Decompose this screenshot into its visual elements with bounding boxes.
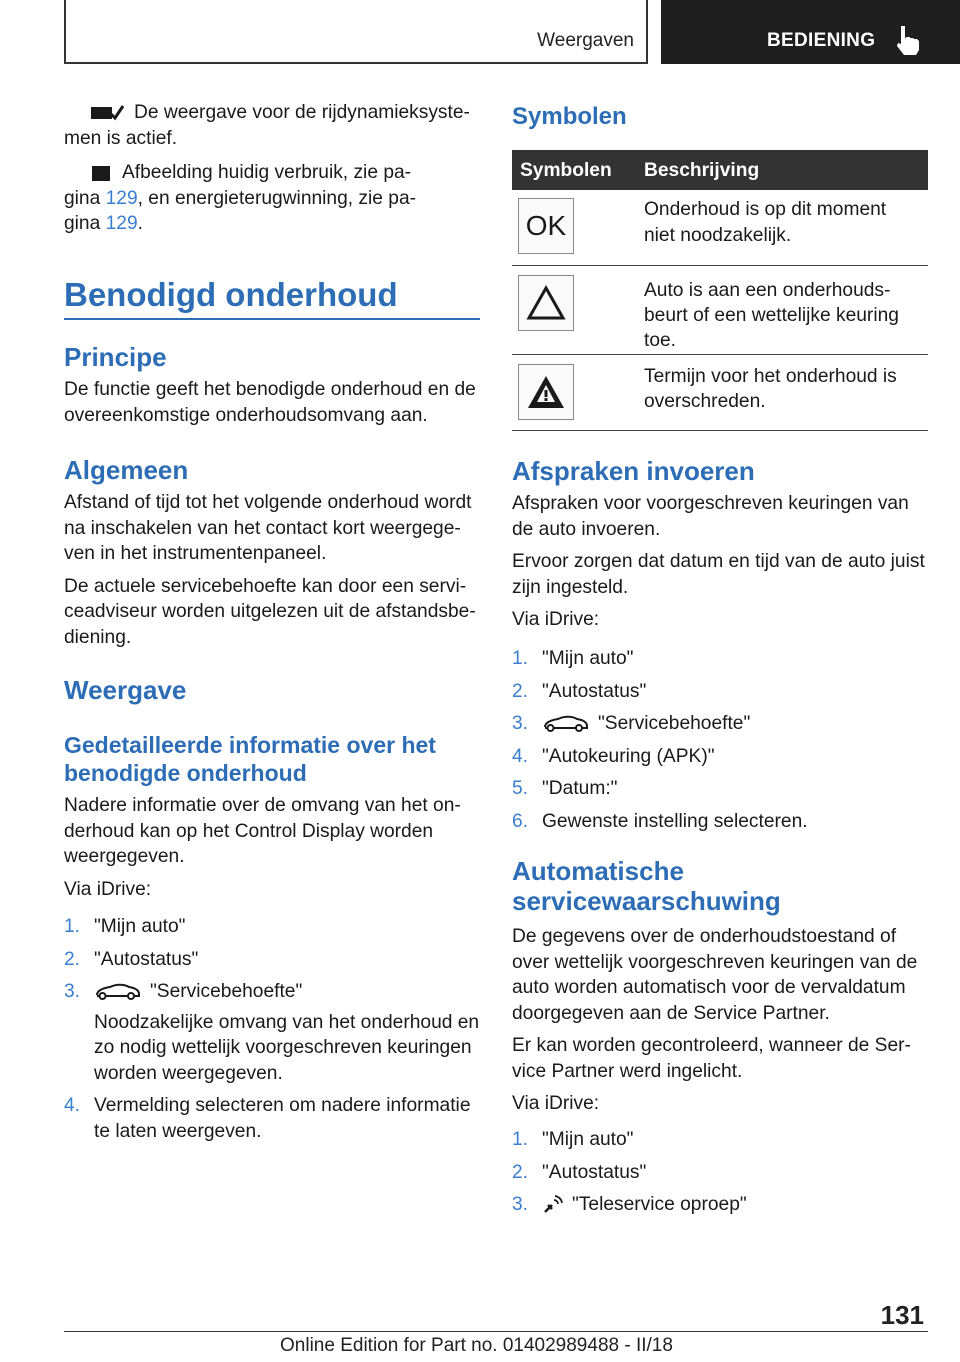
- list-item: [64, 1061, 480, 1087]
- row3-line1: Termijn voor het onderhoud is: [644, 366, 897, 387]
- list-item: [64, 979, 480, 1005]
- table-row: [512, 266, 928, 355]
- step-number: 6.: [512, 810, 529, 832]
- step-text: Vermelding selecteren om nadere informatie: [94, 1095, 471, 1116]
- symbolen-title: Symbolen: [512, 103, 627, 130]
- algemeen-line-1: Afstand of tijd tot het volgende onderhoud wordt: [64, 492, 472, 513]
- principe-line-1: De functie geeft het benodigde onderhoud en de: [64, 379, 476, 400]
- algemeen-line-5: ceadviseur worden uitgelezen uit de afstandsbe-: [64, 601, 476, 622]
- pointing-hand-icon: [893, 24, 923, 56]
- step-number: 3.: [64, 981, 81, 1002]
- table-row: [512, 190, 928, 266]
- right-steps-list: [512, 646, 928, 834]
- detail-line-2: derhoud kan op het Control Display worden: [64, 820, 434, 842]
- auto-line-5: Er kan worden gecontroleerd, wanneer de Ser-: [512, 1035, 911, 1056]
- table-header-symbol: Symbolen: [520, 160, 612, 181]
- detail-line-3: weergegeven.: [64, 846, 185, 867]
- warning-exclamation-icon: [518, 364, 574, 420]
- step-text: "Autostatus": [542, 1161, 647, 1183]
- header-section-title: Weergaven: [537, 30, 634, 51]
- detail-title-1: Gedetailleerde informatie over het: [64, 732, 436, 758]
- auto-line-1: De gegevens over de onderhoudstoestand of: [512, 926, 897, 947]
- list-item: [64, 914, 480, 940]
- warning-triangle-icon: [518, 275, 574, 331]
- afspraken-line-3: Ervoor zorgen dat datum en tijd van de auto juist: [512, 551, 925, 572]
- auto-line-2: over wettelijk voorgeschreven keuringen van de: [512, 951, 918, 973]
- algemeen-line-6: diening.: [64, 626, 132, 648]
- driving-dynamics-icon: [90, 103, 124, 123]
- header-tab-label: BEDIENING: [767, 30, 876, 51]
- step-text: "Datum:": [542, 778, 618, 799]
- row2-line3: toe.: [644, 330, 677, 351]
- row2-line2: beurt of een wettelijke keuring: [644, 305, 899, 326]
- ok-symbol-text: OK: [525, 210, 567, 241]
- step-number: 2.: [512, 1161, 529, 1183]
- list-item: [64, 1010, 480, 1036]
- step-text: Gewenste instelling selecteren.: [542, 810, 808, 832]
- auto-line-4: doorgegeven aan de Service Partner.: [512, 1002, 830, 1024]
- row2-line1: Auto is aan een onderhouds-: [644, 280, 891, 301]
- via-idrive-label: Via iDrive:: [64, 878, 152, 900]
- weergave-title: Weergave: [64, 675, 187, 705]
- step-number: 1.: [64, 916, 81, 937]
- detail-section: [64, 731, 480, 902]
- chapter-title: Benodigd onderhoud: [64, 276, 398, 313]
- list-item: [64, 1035, 480, 1061]
- step-text: "Servicebehoefte": [150, 981, 303, 1002]
- list-item: [512, 1192, 928, 1218]
- algemeen-section: [64, 455, 480, 650]
- list-item: [512, 1160, 928, 1186]
- page-number: 131: [880, 1300, 924, 1330]
- step-number: 2.: [512, 680, 529, 702]
- consumption-text-1: Afbeelding huidig verbruik, zie pa-: [122, 162, 412, 183]
- list-item: [512, 776, 928, 802]
- list-item: [64, 1093, 480, 1119]
- detail-title-2: benodigde onderhoud: [64, 760, 307, 786]
- step-text: "Autostatus": [542, 680, 647, 702]
- left-steps-list: [64, 914, 480, 1144]
- list-item: [512, 744, 928, 770]
- consumption-text-3a: gina: [64, 213, 106, 234]
- afspraken-line-1: Afspraken voor voorgeschreven keuringen van: [512, 493, 909, 514]
- dynamic-mode-note: [64, 100, 480, 151]
- step-text: "Autostatus": [94, 948, 199, 970]
- footer-rule: [64, 1331, 928, 1332]
- afspraken-section: [512, 456, 928, 633]
- auto-warning-title-1: Automatische: [512, 856, 684, 886]
- auto-warning-title-2: servicewaarschuwing: [512, 886, 781, 916]
- car-icon: [542, 714, 590, 734]
- list-item: [512, 809, 928, 835]
- step-text: "Servicebehoefte": [598, 713, 751, 734]
- list-item: [512, 711, 928, 737]
- detail-line-1: Nadere informatie over de omvang van het on-: [64, 795, 461, 816]
- table-header-description: Beschrijving: [644, 160, 760, 181]
- step-text: "Teleservice oproep": [572, 1194, 747, 1215]
- step-text: Noodzakelijke omvang van het onderhoud en: [94, 1011, 480, 1033]
- symbols-table: [512, 150, 928, 431]
- step-text: te laten weergeven.: [94, 1120, 262, 1142]
- header-rule-right: [646, 0, 648, 64]
- algemeen-title: Algemeen: [64, 455, 189, 485]
- consumption-text-3b: .: [137, 213, 143, 234]
- step-text: zo nodig wettelijk voorgeschreven keuringen: [94, 1037, 472, 1058]
- weergave-section: [64, 675, 480, 706]
- header-rule-left: [64, 0, 66, 64]
- algemeen-line-3: ven in het instrumentenpaneel.: [64, 543, 327, 564]
- table-header: [512, 150, 928, 190]
- list-item: [512, 646, 928, 672]
- step-number: 5.: [512, 778, 529, 799]
- principe-section: [64, 342, 480, 428]
- square-display-icon: [90, 163, 112, 183]
- step-text: worden weergegeven.: [94, 1062, 283, 1084]
- via-idrive-label-3: Via iDrive:: [512, 1093, 600, 1114]
- list-item: [64, 1119, 480, 1145]
- step-number: 4.: [64, 1095, 81, 1116]
- step-number: 3.: [512, 713, 529, 734]
- afspraken-title: Afspraken invoeren: [512, 456, 755, 486]
- list-item: [64, 947, 480, 973]
- step-number: 1.: [512, 648, 529, 669]
- principe-line-2: overeenkomstige onderhoudsomvang aan.: [64, 404, 428, 426]
- teleservice-steps-list: [512, 1127, 928, 1218]
- row1-line2: niet noodzakelijk.: [644, 225, 792, 246]
- consumption-text-2b: , en energieterugwinning, zie pa-: [137, 187, 417, 209]
- algemeen-line-4: De actuele servicebehoefte kan door een servi-: [64, 575, 467, 597]
- row3-line2: overschreden.: [644, 391, 766, 412]
- auto-warning-section: [512, 856, 928, 1117]
- chapter-title-rule: [64, 318, 480, 320]
- auto-line-3: auto worden automatisch voor de vervaldatum: [512, 977, 906, 998]
- step-number: 2.: [64, 948, 81, 970]
- afspraken-line-4: zijn ingesteld.: [512, 576, 629, 598]
- teleservice-icon: [542, 1195, 564, 1215]
- step-number: 1.: [512, 1129, 529, 1150]
- page-link-129[interactable]: 129: [105, 187, 138, 209]
- header-rule-bottom: [64, 62, 648, 64]
- car-icon: [94, 982, 142, 1002]
- step-text: "Mijn auto": [94, 916, 186, 937]
- algemeen-line-2: na inschakelen van het contact kort weergege-: [64, 517, 461, 539]
- step-number: 4.: [512, 745, 529, 767]
- principe-title: Principe: [64, 342, 167, 372]
- step-text: "Autokeuring (APK)": [542, 745, 715, 767]
- page-link-129-b[interactable]: 129: [105, 213, 138, 234]
- list-item: [512, 1127, 928, 1153]
- table-row: [512, 355, 928, 431]
- row1-line1: Onderhoud is op dit moment: [644, 199, 887, 220]
- via-idrive-label-2: Via iDrive:: [512, 609, 600, 630]
- step-text: "Mijn auto": [542, 1129, 634, 1150]
- consumption-text-2a: gina: [64, 187, 106, 209]
- step-text: "Mijn auto": [542, 648, 634, 669]
- ok-symbol: [518, 198, 574, 254]
- step-number: 3.: [512, 1194, 529, 1215]
- dynamic-mode-text: De weergave voor de rijdynamieksyste-: [134, 102, 470, 123]
- auto-line-6: vice Partner werd ingelicht.: [512, 1060, 743, 1082]
- consumption-note: [64, 160, 480, 237]
- afspraken-line-2: de auto invoeren.: [512, 518, 661, 540]
- list-item: [512, 679, 928, 705]
- footer-edition: Online Edition for Part no. 01402989488 - II/18: [280, 1335, 673, 1356]
- dynamic-mode-text-2: men is actief.: [64, 127, 178, 149]
